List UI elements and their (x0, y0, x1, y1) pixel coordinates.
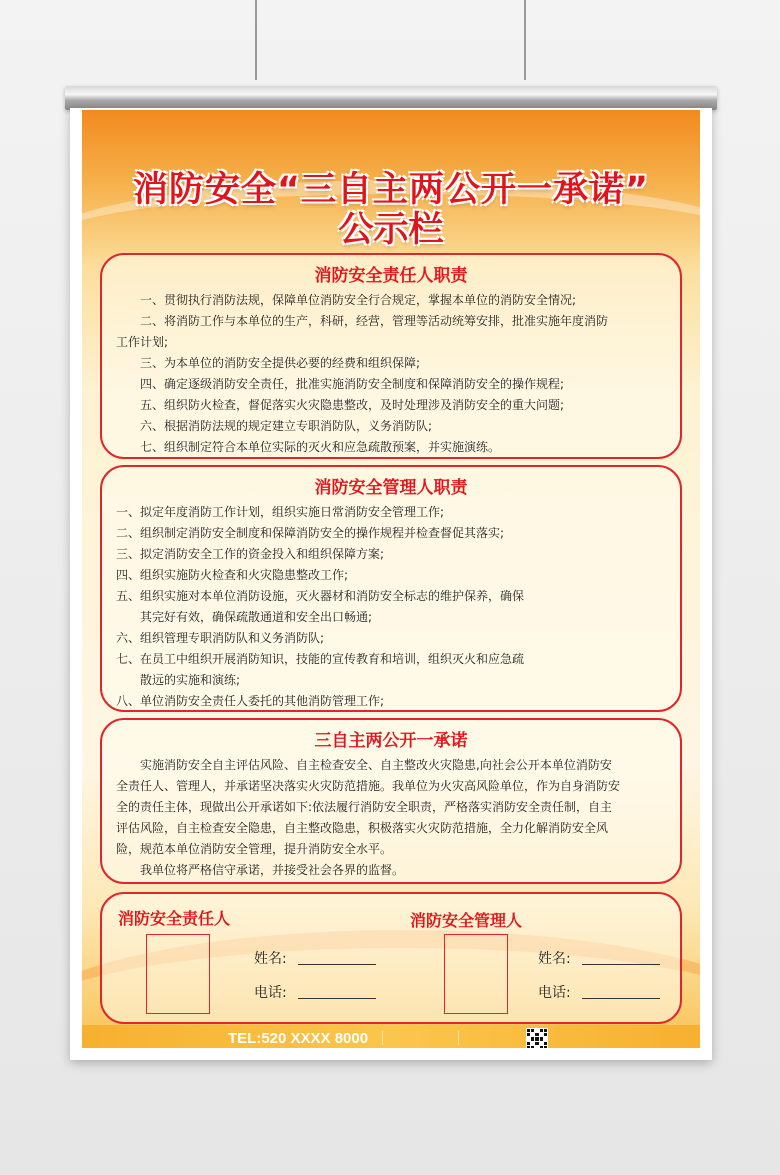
footer-tel: TEL:520 XXXX 8000 (228, 1030, 369, 1047)
manager-name-line (582, 964, 660, 965)
manager-label: 消防安全管理人 (410, 911, 523, 930)
hanging-wire-right (524, 0, 526, 80)
commitment-line: 评估风险，自主检查安全隐患，自主整改隐患，积极落实火灾防范措施，全力化解消防安全风 (116, 821, 609, 835)
commitment-line: 我单位将严格信守承诺，并接受社会各界的监督。 (140, 863, 405, 877)
commitment-line: 实施消防安全自主评估风险、自主检查安全、自主整改火灾隐患,向社会公开本单位消防安 (140, 758, 612, 772)
section-title: 三自主两公开一承诺 (314, 731, 468, 751)
duty-list (102, 498, 680, 712)
duty-item: 七、组织制定符合本单位实际的灭火和应急疏散预案，并实施演练。 (140, 440, 501, 454)
footer-fine-print-1 (382, 1031, 443, 1045)
duty-item: 四、确定逐级消防安全责任，批准实施消防安全制度和保障消防安全的操作规程; (140, 377, 565, 391)
responsible-phone-line (298, 998, 376, 999)
section-title: 消防安全责任人职责 (314, 266, 468, 286)
commitment-line: 全责任人、管理人，并承诺坚决落实火灾防范措施。我单位为火灾高风险单位，作为自身消防安 (116, 779, 621, 793)
duty-item: 其完好有效，确保疏散通道和安全出口畅通; (140, 610, 373, 624)
duty-item: 五、组织实施对本单位消防设施，灭火器材和消防安全标志的维护保养，确保 (116, 589, 525, 603)
section-title: 消防安全管理人职责 (314, 478, 468, 498)
manager-phone-line (582, 998, 660, 999)
manager-phone-label: 电话: (538, 985, 571, 1001)
responsible-phone-label: 电话: (254, 985, 287, 1001)
responsible-name-label: 姓名: (254, 951, 287, 967)
duty-list (102, 286, 680, 458)
commitment-line: 全的责任主体，现做出公开承诺如下:依法履行消防安全职责，严格落实消防安全责任制，自主 (116, 800, 613, 814)
duty-item: 二、组织制定消防安全制度和保障消防安全的操作规程并检查督促其落实; (116, 526, 505, 540)
qr-code-icon (526, 1028, 548, 1048)
section-responsible-person-duties (100, 253, 682, 459)
poster-title: 消防安全“三自主两公开一承诺” (132, 170, 649, 210)
manager-photo-frame (444, 934, 508, 1014)
duty-item: 七、在员工中组织开展消防知识，技能的宣传教育和培训，组织灭火和应急疏 (116, 652, 525, 666)
responsible-name-line (298, 964, 376, 965)
duty-item: 工作计划; (116, 335, 169, 349)
section-manager-duties (100, 465, 682, 712)
duty-item: 六、根据消防法规的规定建立专职消防队，义务消防队; (140, 419, 433, 433)
duty-item: 一、拟定年度消防工作计划，组织实施日常消防安全管理工作; (116, 505, 445, 519)
commitment-line: 险，规范本单位消防安全管理，提升消防安全水平。 (116, 842, 393, 856)
poster-subtitle: 公示栏 (338, 210, 444, 250)
duty-item: 四、组织实施防火检查和火灾隐患整改工作; (116, 568, 349, 582)
duty-item: 一、贯彻执行消防法规，保障单位消防安全行合规定，掌握本单位的消防安全情况; (140, 293, 577, 307)
commitment-text (102, 751, 680, 881)
footer-fine-print-2 (458, 1031, 519, 1045)
hanging-rod (65, 86, 717, 110)
hanging-wire-left (255, 0, 257, 80)
duty-item: 散远的实施和演练; (140, 673, 241, 687)
duty-item: 五、组织防火检查，督促落实火灾隐患整改，及时处理涉及消防安全的重大问题; (140, 398, 565, 412)
footer-bar (82, 1025, 700, 1048)
section-signature (100, 892, 682, 1024)
section-commitment (100, 718, 682, 884)
duty-item: 二、将消防工作与本单位的生产，科研，经营，管理等活动统筹安排，批准实施年度消防 (140, 314, 609, 328)
poster (70, 108, 712, 1060)
responsible-person-label: 消防安全责任人 (118, 909, 231, 928)
poster-background (82, 110, 700, 1048)
duty-item: 六、组织管理专职消防队和义务消防队; (116, 631, 325, 645)
manager-name-label: 姓名: (538, 951, 571, 967)
duty-item: 三、拟定消防安全工作的资金投入和组织保障方案; (116, 547, 385, 561)
duty-item: 八、单位消防安全责任人委托的其他消防管理工作; (116, 694, 385, 708)
responsible-person-photo-frame (146, 934, 210, 1014)
duty-item: 三、为本单位的消防安全提供必要的经费和组织保障; (140, 356, 421, 370)
